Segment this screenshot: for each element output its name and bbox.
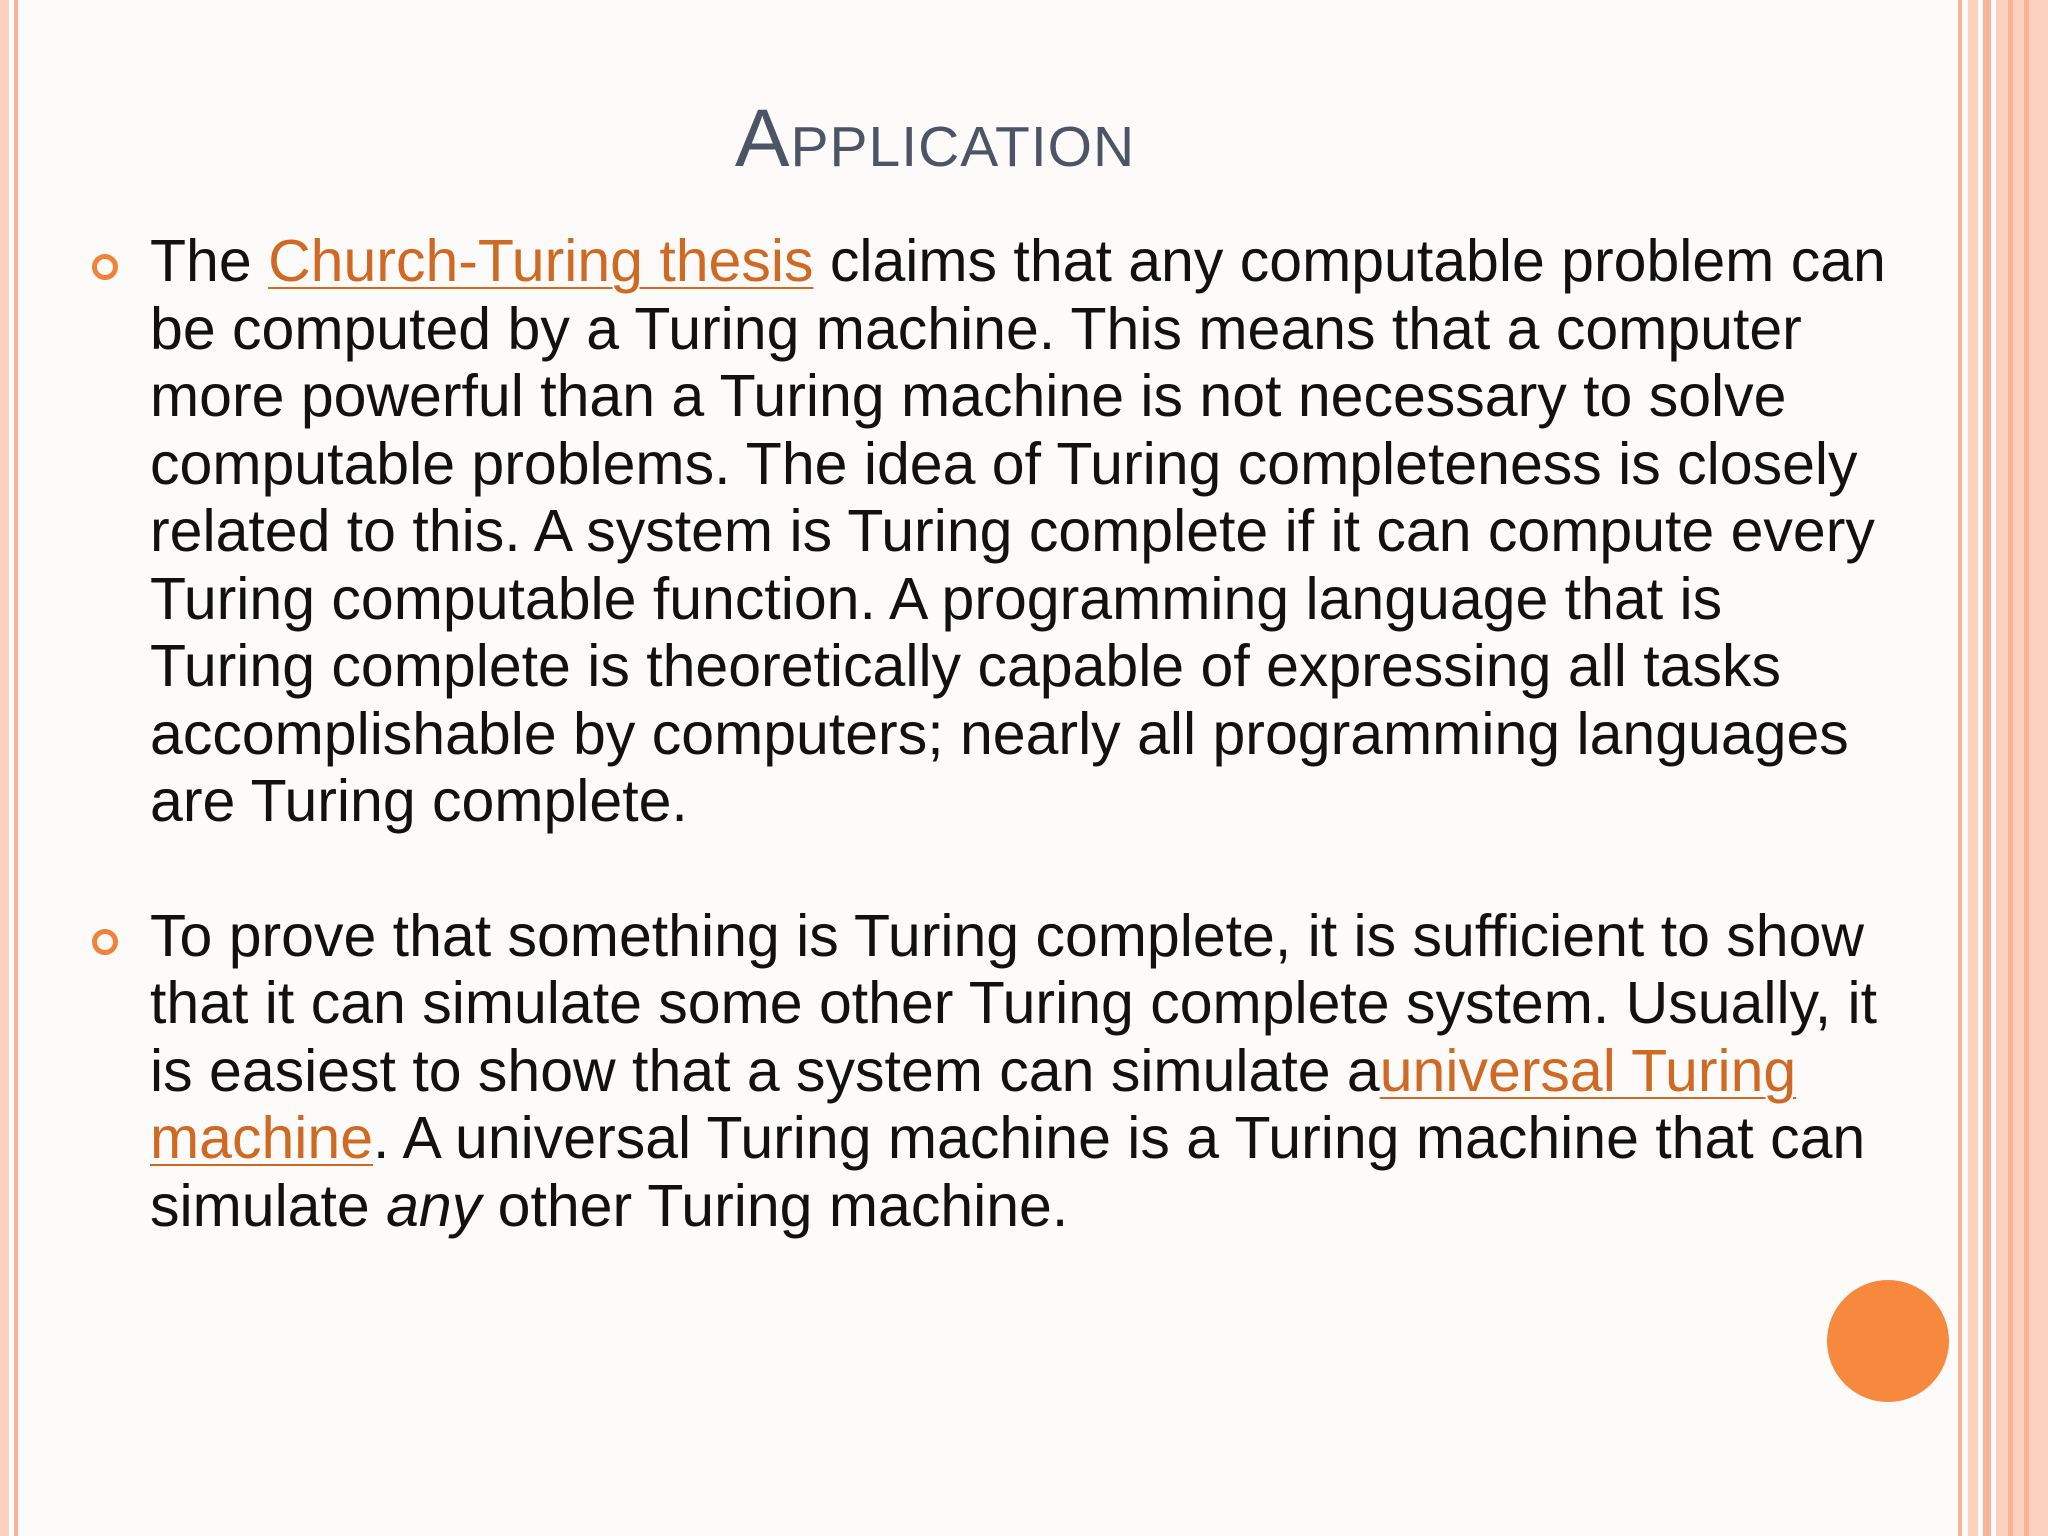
slide-title: Application (734, 93, 1136, 184)
emphasis-text: any (386, 1172, 482, 1239)
right-border-stripe (1983, 0, 1991, 1536)
left-border-stripe (0, 0, 9, 1536)
link-universal-turing-machine[interactable]: universal Turing machine (150, 1037, 1797, 1171)
bullet-item-church-turing (150, 228, 1890, 836)
slide-body (150, 228, 1890, 1240)
right-border-stripe (1968, 0, 1978, 1536)
decorative-orange-circle (1827, 1280, 1949, 1402)
right-border-stripe (2008, 0, 2013, 1536)
right-border-band (1996, 0, 2048, 1536)
right-border-stripe (1958, 0, 1962, 1536)
right-border-stripe (2024, 0, 2029, 1536)
left-border-stripe-inner (14, 0, 18, 1536)
bullet-text: other Turing machine. (481, 1172, 1069, 1239)
link-church-turing-thesis[interactable]: Church-Turing thesis (268, 228, 814, 294)
bullet-circle-icon (92, 929, 118, 955)
bullet-text: To prove that something is Turing complete, it is sufficient to show that it can simulate some other Turing complete system. Usually, it is easiest to show that a system can simulate a (150, 902, 1877, 1104)
bullet-text: claims that any computable problem can be computed by a Turing machine. This means that a computer more powerful than a Turing machine is not necessary to solve computable problems. The idea of Turing completeness is closely related to this. A system is Turing complete if it can compute every Turing computable function. A programming language that is Turing complete is theoretically capable of expressing all tasks accomplishable by computers; nearly all programming languages are Turing complete. (150, 228, 1886, 834)
bullet-text: The (150, 228, 269, 294)
bullet-text: . A universal Turing machine is a Turing machine that can simulate (150, 1105, 1866, 1239)
bullet-circle-icon (92, 254, 118, 280)
bullet-item-prove-turing-complete (150, 903, 1890, 1241)
